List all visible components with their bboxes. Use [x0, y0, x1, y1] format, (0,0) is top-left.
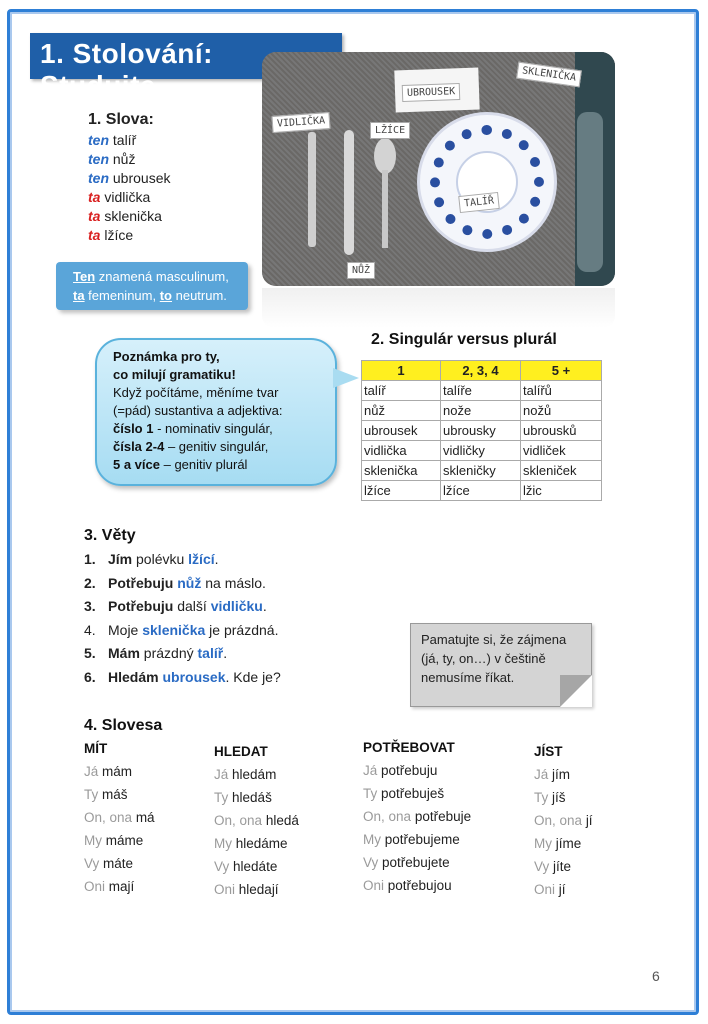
plate-image	[417, 112, 557, 252]
table-row: talíř talíře talířů	[362, 381, 602, 401]
sentences-heading: 3. Věty	[84, 527, 136, 544]
verb-column-jist: JÍST Já jím Ty jíš On, ona jí My jíme Vy jíte Oni jí	[534, 744, 593, 897]
word-item: ten ubrousek	[88, 170, 171, 186]
verbs-heading: 4. Slovesa	[84, 717, 163, 734]
word-item: ten talíř	[88, 132, 137, 148]
photo-reflection	[262, 288, 615, 328]
words-section	[88, 110, 170, 245]
list-item: 2. Potřebuju nůž na máslo.	[84, 574, 266, 591]
table-row: nůž nože nožů	[362, 401, 602, 421]
label-nuz: NŮŽ	[347, 262, 375, 279]
spoon-image	[374, 138, 396, 174]
pronoun-memo-note: Pamatujte si, že zájmena (já, ty, on…) v češtině nemusíme říkat.	[410, 623, 592, 707]
knife-image	[344, 130, 354, 255]
table-row: lžíce lžíce lžic	[362, 481, 602, 501]
verb-column-hledat: HLEDAT Já hledám Ty hledáš On, ona hledá My hledáme Vy hledáte Oni hledají	[214, 744, 299, 897]
words-heading: 1. Slova:	[88, 111, 154, 128]
word-item: ten nůž	[88, 151, 136, 167]
word-item: ta vidlička	[88, 189, 151, 205]
page-title: 1. Stolování: Studujte	[30, 33, 342, 79]
singular-plural-heading: 2. Singulár versus plurál	[371, 331, 557, 348]
table-row: vidlička vidličky vidliček	[362, 441, 602, 461]
verb-column-mit: MÍT Já mám Ty máš On, ona má My máme Vy máte Oni mají	[84, 741, 155, 894]
label-sklenicka: SKLENIČKA	[516, 62, 582, 88]
list-item: 3. Potřebuju další vidličku.	[84, 598, 267, 615]
sentences-list	[84, 548, 281, 690]
label-vidlicka: VIDLIČKA	[271, 112, 330, 133]
col-header: 1	[362, 361, 441, 381]
col-header: 2, 3, 4	[441, 361, 521, 381]
fork-image	[308, 132, 316, 247]
table-row: ubrousek ubrousky ubrousků	[362, 421, 602, 441]
list-item: 6. Hledám ubrousek. Kde je?	[84, 668, 281, 685]
label-lzice: LŽÍCE	[370, 122, 410, 139]
table-header-row	[362, 361, 602, 381]
gender-note: Ten znamená masculinum, ta femeninum, to neutrum.	[56, 262, 248, 310]
singular-plural-table	[361, 360, 602, 501]
list-item: 4. Moje sklenička je prázdná.	[84, 621, 279, 638]
verb-column-potrebovat: POTŘEBOVAT Já potřebuju Ty potřebuješ On, ona potřebuje My potřebujeme Vy potřebujete Oni potřebujou	[363, 740, 472, 893]
list-item: 1. Jím polévku lžící.	[84, 551, 219, 567]
page-number: 6	[652, 968, 660, 984]
grammar-note-bubble: Poznámka pro ty, co milují gramatiku! Když počítáme, měníme tvar (=pád) sustantiva a adjektiva: číslo 1 - nominativ singulár, čísla 2-4 – genitiv singulár, 5 a více – genitiv plurál	[95, 338, 337, 486]
label-ubrousek: UBROUSEK	[402, 83, 461, 102]
table-setting-photo	[262, 52, 615, 286]
table-row: sklenička skleničky skleniček	[362, 461, 602, 481]
word-item: ta lžíce	[88, 227, 134, 243]
col-header: 5 +	[521, 361, 602, 381]
label-talir: TALÍŘ	[458, 192, 500, 213]
list-item: 5. Mám prázdný talíř.	[84, 645, 228, 662]
word-item: ta sklenička	[88, 208, 162, 224]
